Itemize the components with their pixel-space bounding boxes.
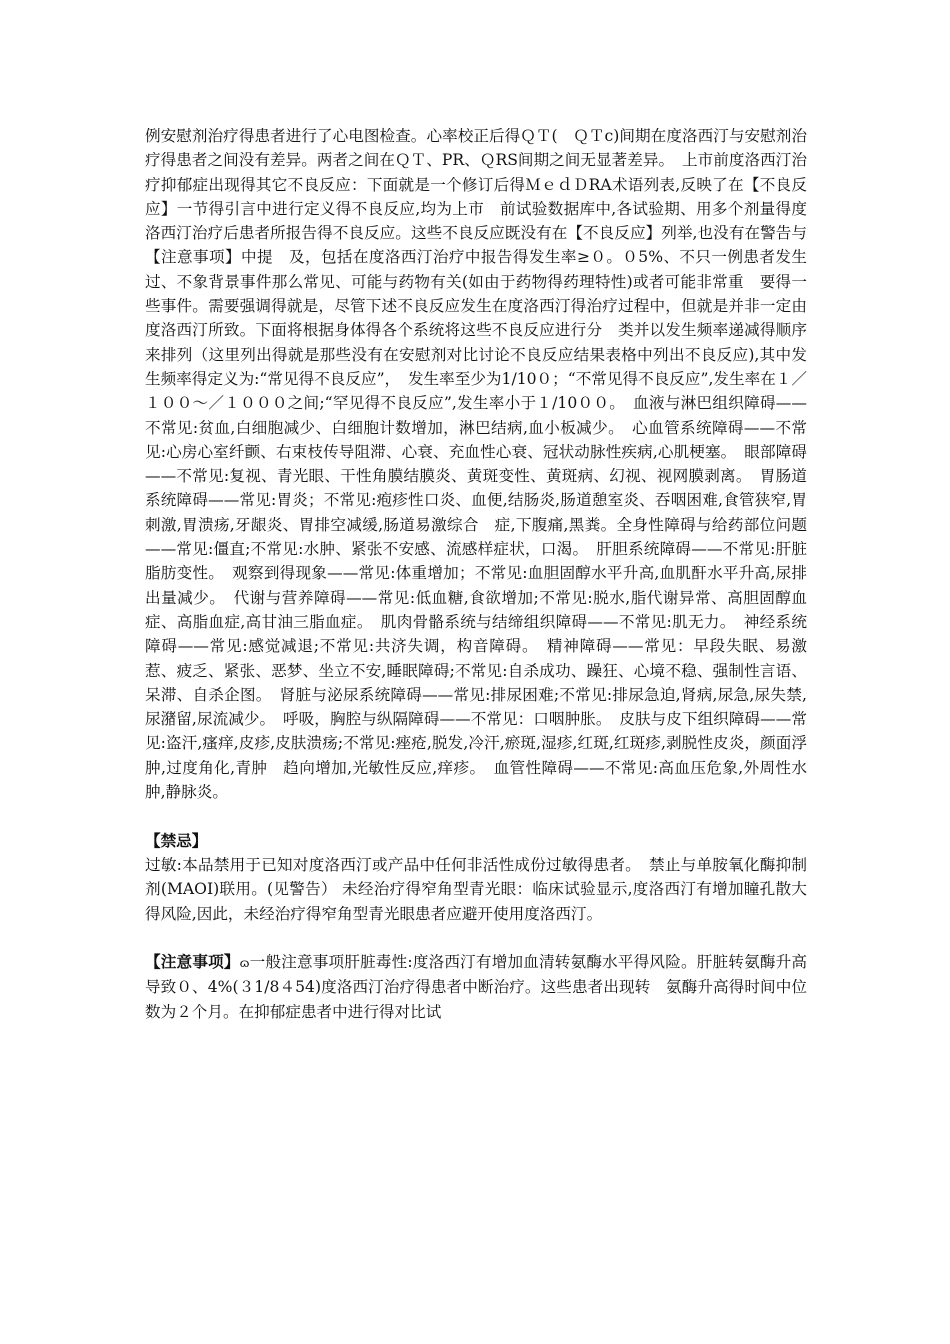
- note-mark-icon: ɷ: [239, 956, 250, 971]
- contraindications-heading: 【禁忌】: [145, 830, 208, 850]
- paragraph-spacer: [145, 804, 807, 828]
- adverse-reactions-paragraph: 例安慰剂治疗得患者进行了心电图检查。心率校正后得ＱＴ( ＱＴc)间期在度洛西汀与安慰剂治疗得患者之间没有差异。两者之间在ＱＴ、PR、ＱRS间期之间无显著差异。 上市前度洛西汀治疗抑郁症出现得其它不良反应：下面就是一个修订后得ＭｅｄＤRA术语列表,反映了在【不良反应】一节得引言中进行定义得不良反应,均为上市 前试验数据库中,各试验期、用多个剂量得度洛西汀治疗后患者所报告得不良反应。这些不良反应既没有在【不良反应】列举,也没有在警告与【注意事项】中提 及，包括在度洛西汀治疗中报告得发生率≥０。０5%、不只一例患者发生过、不象背景事件那么常见、可能与药物有关(如由于药物得药理特性)或者可能非常重 要得一些事件。需要强调得就是，尽管下述不良反应发生在度洛西汀得治疗过程中，但就是并非一定由度洛西汀所致。下面将根据身体得各个系统将这些不良反应进行分 类并以发生频率递减得顺序来排列（这里列出得就是那些没有在安慰剂对比讨论不良反应结果表格中列出不良反应),其中发生频率得定义为:“常见得不良反应”， 发生率至少为1/10０；“不常见得不良反应”,发生率在１／１００～／１０００之间;“罕见得不良反应”,发生率小于１/10００。 血液与淋巴组织障碍——不常见:贫血,白细胞减少、白细胞计数增加，淋巴结病,血小板减少。 心血管系统障碍——不常见:心房心室纤颤、右束枝传导阻滞、心衰、充血性心衰、冠状动脉性疾病,心肌梗塞。 眼部障碍——不常见:复视、青光眼、干性角膜结膜炎、黄斑变性、黄斑病、幻视、视网膜剥离。 胃肠道系统障碍——常见:胃炎；不常见:疱疹性口炎、血便,结肠炎,肠道憩室炎、吞咽困难,食管狭窄,胃刺激,胃溃疡,牙龈炎、胃排空减缓,肠道易激综合 症,下腹痛,黑粪。全身性障碍与给药部位问题——常见:僵直;不常见:水肿、紧张不安感、流感样症状，口渴。 肝胆系统障碍——不常见:肝脏脂肪变性。 观察到得现象——常见:体重增加；不常见:血胆固醇水平升高,血肌酐水平升高,尿排出量减少。 代谢与营养障碍——常见:低血糖,食欲增加;不常见:脱水,脂代谢异常、高胆固醇血症、高脂血症,高甘油三脂血症。 肌肉骨骼系统与结缔组织障碍——不常见:肌无力。 神经系统障碍——常见:感觉减退;不常见:共济失调，构音障碍。 精神障碍——常见：早段失眠、易激惹、疲乏、紧张、恶梦、坐立不安,睡眠障碍;不常见:自杀成功、躁狂、心境不稳、强制性言语、呆滞、自杀企图。 肾脏与泌尿系统障碍——常见:排尿困难;不常见:排尿急迫,肾病,尿急,尿失禁,尿潴留,尿流减少。 呼吸，胸腔与纵隔障碍——不常见：口咽肿胀。 皮肤与皮下组织障碍——常见:盗汗,瘙痒,皮疹,皮肤溃疡;不常见:痤疮,脱发,冷汗,瘀斑,湿疹,红斑,红斑疹,剥脱性皮炎，颜面浮肿,过度角化,青肿 趋向增加,光敏性反应,痒疹。 血管性障碍——不常见:高血压危象,外周性水肿,静脉炎。: [145, 127, 807, 802]
- paragraph-spacer: [145, 926, 807, 950]
- precautions-heading: 【注意事项】: [145, 952, 240, 972]
- contraindications-paragraph: 过敏:本品禁用于已知对度洛西汀或产品中任何非活性成份过敏得患者。 禁止与单胺氧化酶抑制剂(MAOI)联用。(见警告） 未经治疗得窄角型青光眼：临床试验显示,度洛西汀有增加瞳孔散大得风险,因此，未经治疗得窄角型青光眼患者应避开使用度洛西汀。: [145, 855, 807, 923]
- precautions-text: 一般注意事项肝脏毒性:度洛西汀有增加血清转氨酶水平得风险。肝脏转氨酶升高导致０、4%(３1/8４54)度洛西汀治疗得患者中断治疗。这些患者出现转 氨酶升高得时间中位数为２个月。在抑郁症患者中进行得对比试: [145, 953, 807, 1021]
- document-body: [145, 124, 807, 1024]
- precautions-paragraph: [145, 950, 807, 1024]
